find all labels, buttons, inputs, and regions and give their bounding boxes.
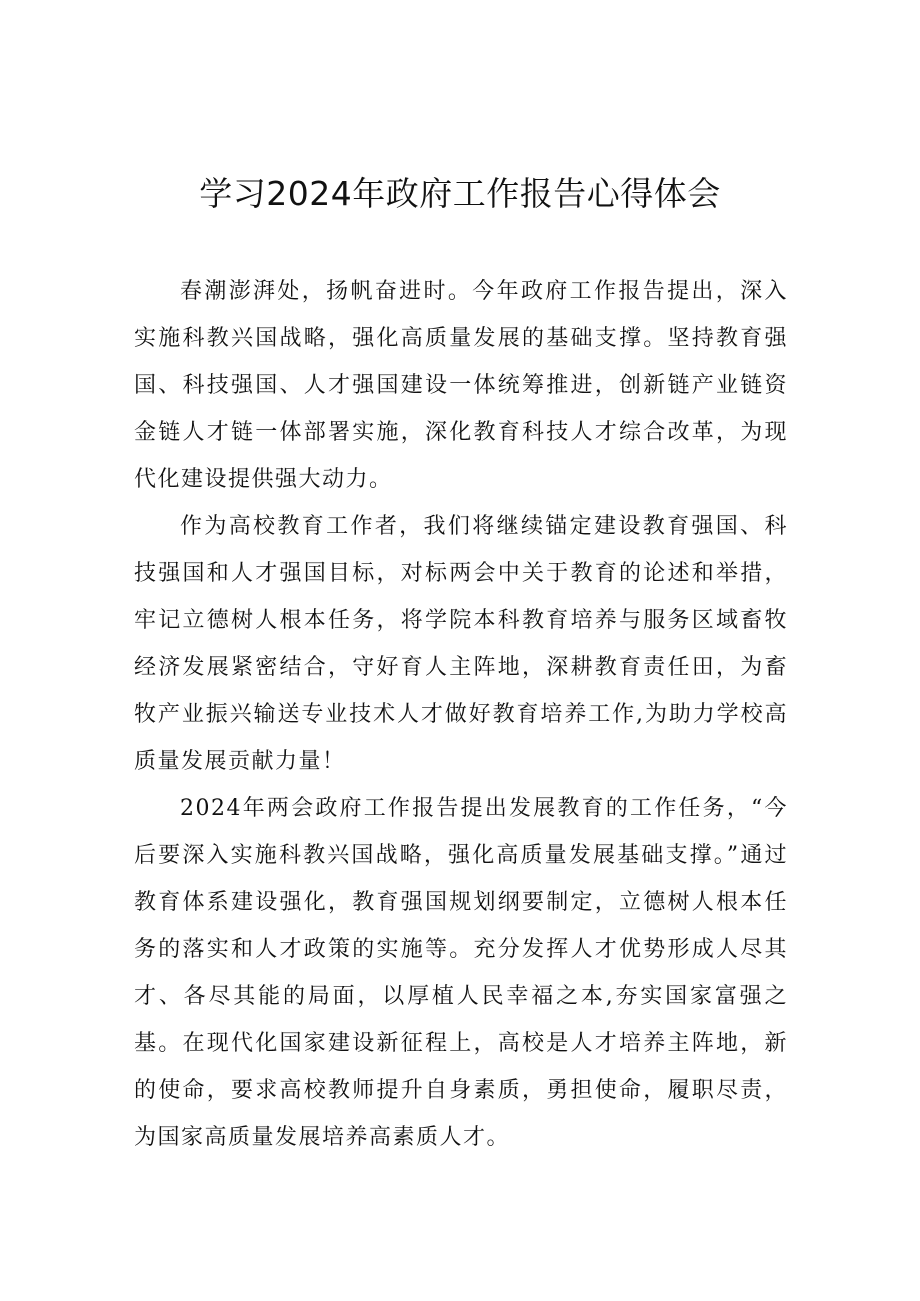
document-body bbox=[134, 268, 788, 1161]
paragraph-1: 春潮澎湃处，扬帆奋进时。今年政府工作报告提出，深入实施科教兴国战略，强化高质量发展的基础支撑。坚持教育强国、科技强国、人才强国建设一体统筹推进，创新链产业链资金链人才链一体部署实施，深化教育科技人才综合改革，为现代化建设提供强大动力。 bbox=[134, 279, 788, 492]
paragraph-3: 2024年两会政府工作报告提出发展教育的工作任务，“今后要深入实施科教兴国战略，强化高质量发展基础支撑。”通过教育体系建设强化，教育强国规划纲要制定，立德树人根本任务的落实和人才政策的实施等。充分发挥人才优势形成人尽其才、各尽其能的局面，以厚植人民幸福之本,夯实国家富强之基。在现代化国家建设新征程上，高校是人才培养主阵地，新的使命，要求高校教师提升自身素质，勇担使命，履职尽责，为国家高质量发展培养高素质人才。 bbox=[134, 796, 788, 1150]
document-title: 学习2024年政府工作报告心得体会 bbox=[199, 174, 721, 213]
paragraph-2: 作为高校教育工作者，我们将继续锚定建设教育强国、科技强国和人才强国目标，对标两会中关于教育的论述和举措，牢记立德树人根本任务，将学院本科教育培养与服务区域畜牧经济发展紧密结合，守好育人主阵地，深耕教育责任田，为畜牧产业振兴输送专业技术人才做好教育培养工作,为助力学校高质量发展贡献力量！ bbox=[134, 514, 788, 774]
